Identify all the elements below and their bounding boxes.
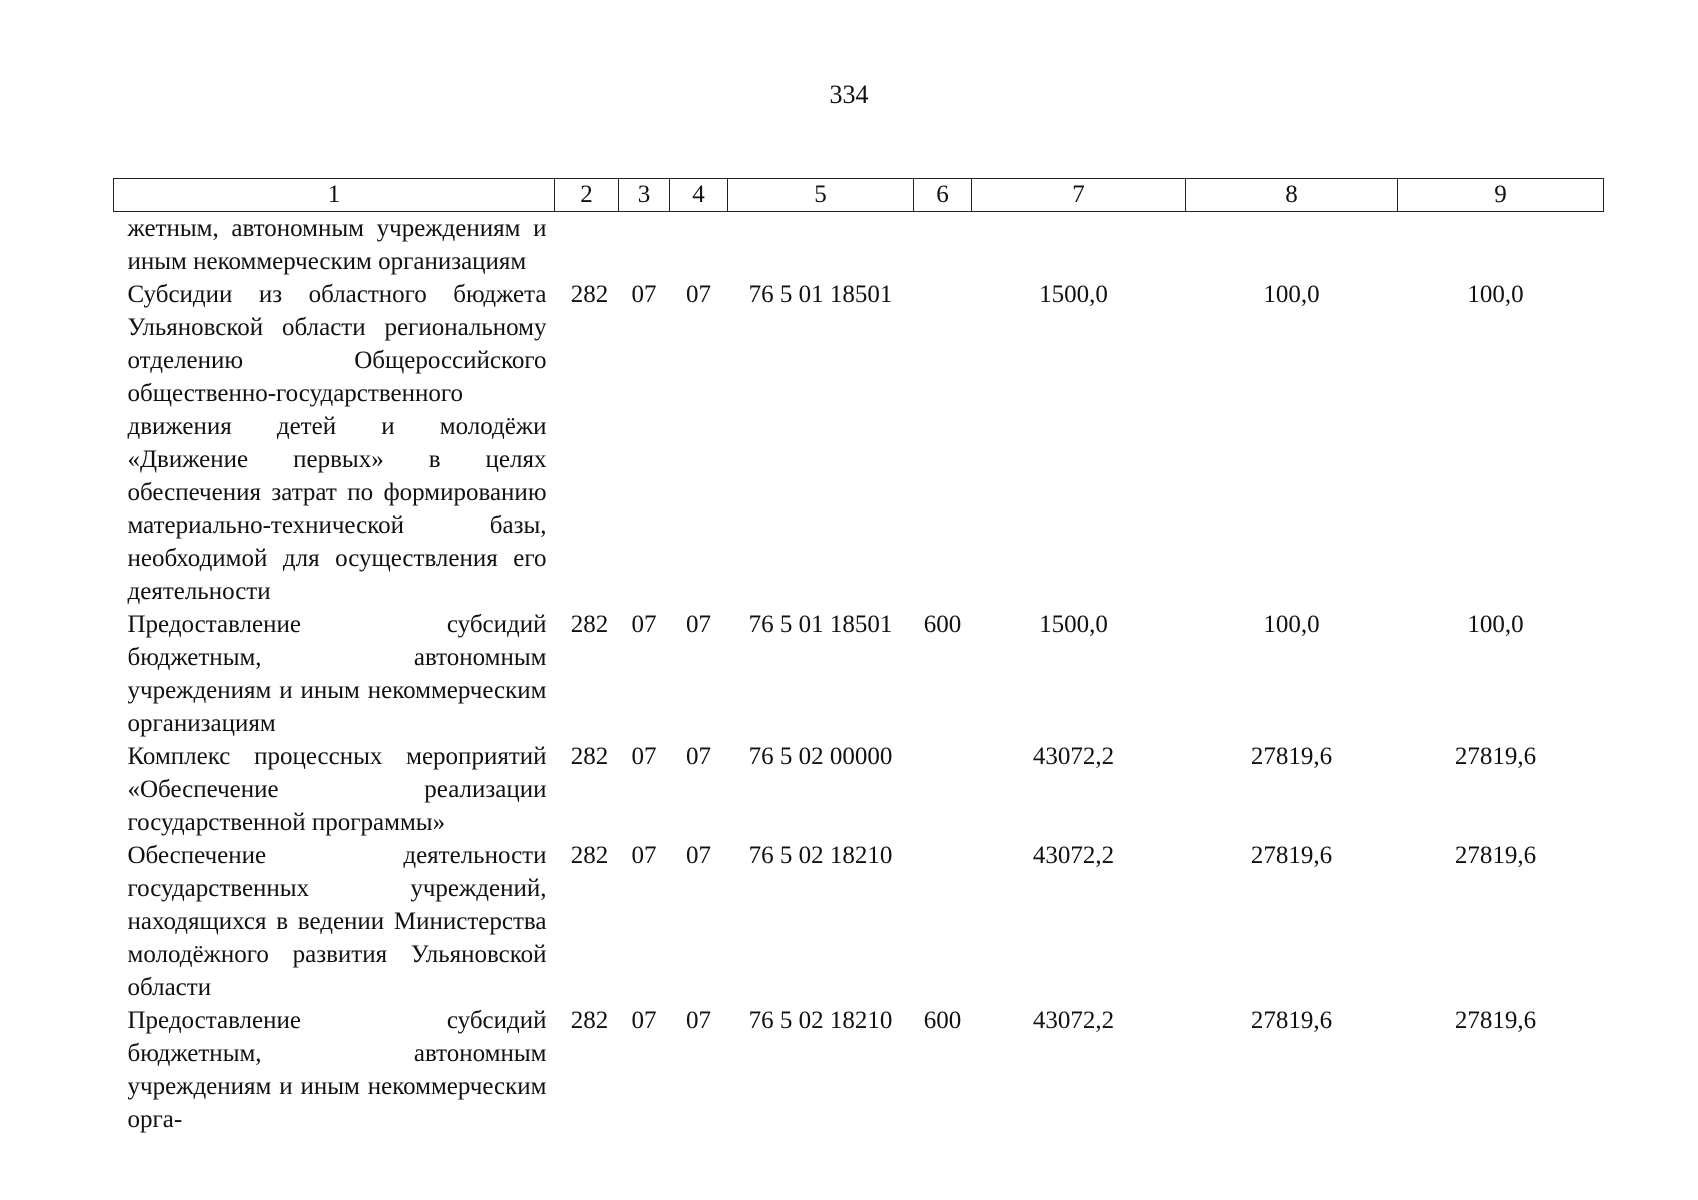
cell-pr: 07 (686, 743, 711, 770)
table-row (114, 839, 1604, 1004)
cell-rz: 07 (631, 1007, 657, 1034)
column-header: 9 (1398, 179, 1604, 212)
cell-pr: 07 (686, 842, 711, 869)
cell-rz: 07 (631, 743, 657, 770)
table-row (114, 278, 1604, 608)
cell-vr (914, 740, 972, 839)
cell-rz: 07 (631, 611, 657, 638)
cell-amount-9: 27819,6 (1454, 842, 1537, 869)
cell-amount-9: 27819,6 (1454, 1007, 1537, 1034)
budget-table (113, 178, 1604, 1136)
cell-amount-9: 27819,6 (1454, 743, 1537, 770)
cell-vr: 600 (923, 611, 962, 638)
cell-amount-9 (1398, 212, 1604, 279)
table-row (114, 740, 1604, 839)
row-name: Субсидии из областного бюджета Ульяновской области региональному отделению Общероссийского общественно-государственного движения детей и молодёжи «Движение первых» в целях обеспечения затрат по формированию материально-технической базы, необходимой для осуществления его деятельности (127, 281, 547, 605)
cell-amount-8: 27819,6 (1250, 743, 1333, 770)
column-header: 3 (619, 179, 670, 212)
cell-amount-7: 43072,2 (1032, 1007, 1115, 1034)
row-name: жетным, автономным учреждениям и иным некоммерческим организациям (127, 215, 547, 275)
cell-vr (914, 839, 972, 1004)
cell-vr (914, 212, 972, 279)
cell-amount-8: 100,0 (1263, 611, 1320, 638)
cell-gr: 282 (570, 842, 609, 869)
cell-csr: 76 5 02 18210 (748, 1007, 893, 1034)
cell-pr (670, 212, 728, 279)
cell-amount-9: 100,0 (1467, 611, 1524, 638)
column-header: 1 (114, 179, 555, 212)
cell-gr (555, 212, 619, 279)
table-header-row (114, 179, 1604, 212)
cell-csr: 76 5 01 18501 (748, 611, 893, 638)
cell-csr: 76 5 02 00000 (748, 743, 893, 770)
cell-csr: 76 5 02 18210 (748, 842, 893, 869)
table-row (114, 1004, 1604, 1136)
cell-amount-9: 100,0 (1467, 281, 1524, 308)
row-name: Обеспечение деятельности государственных учреждений, находящихся в ведении Министерства молодёжного развития Ульяновской области (127, 842, 547, 1001)
column-header: 8 (1186, 179, 1398, 212)
cell-gr: 282 (570, 1007, 609, 1034)
row-name: Предоставление субсидий бюджетным, автономным учреждениям и иным некоммерческим организациям (127, 611, 547, 737)
cell-gr: 282 (570, 611, 609, 638)
cell-gr: 282 (570, 281, 609, 308)
cell-amount-7: 1500,0 (1039, 611, 1108, 638)
cell-gr: 282 (570, 743, 609, 770)
cell-amount-7: 43072,2 (1032, 842, 1115, 869)
column-header: 7 (972, 179, 1186, 212)
cell-amount-8 (1186, 212, 1398, 279)
cell-pr: 07 (686, 1007, 711, 1034)
cell-amount-7: 1500,0 (1039, 281, 1108, 308)
cell-vr (914, 278, 972, 608)
cell-amount-8: 100,0 (1263, 281, 1320, 308)
column-header: 4 (670, 179, 728, 212)
row-name: Комплекс процессных мероприятий «Обеспечение реализации государственной программы» (127, 743, 547, 836)
cell-pr: 07 (686, 611, 711, 638)
cell-amount-8: 27819,6 (1250, 1007, 1333, 1034)
cell-pr: 07 (686, 281, 711, 308)
cell-csr (728, 212, 914, 279)
column-header: 2 (555, 179, 619, 212)
cell-vr: 600 (923, 1007, 962, 1034)
cell-amount-7: 43072,2 (1032, 743, 1115, 770)
row-name: Предоставление субсидий бюджетным, автономным учреждениям и иным некоммерческим орга- (127, 1007, 547, 1133)
column-header: 6 (914, 179, 972, 212)
cell-rz: 07 (631, 842, 657, 869)
cell-amount-7 (972, 212, 1186, 279)
cell-rz: 07 (631, 281, 657, 308)
column-header: 5 (728, 179, 914, 212)
cell-csr: 76 5 01 18501 (748, 281, 893, 308)
table-row (114, 212, 1604, 279)
page-number: 334 (829, 80, 869, 109)
table-row (114, 608, 1604, 740)
cell-rz (619, 212, 670, 279)
cell-amount-8: 27819,6 (1250, 842, 1333, 869)
